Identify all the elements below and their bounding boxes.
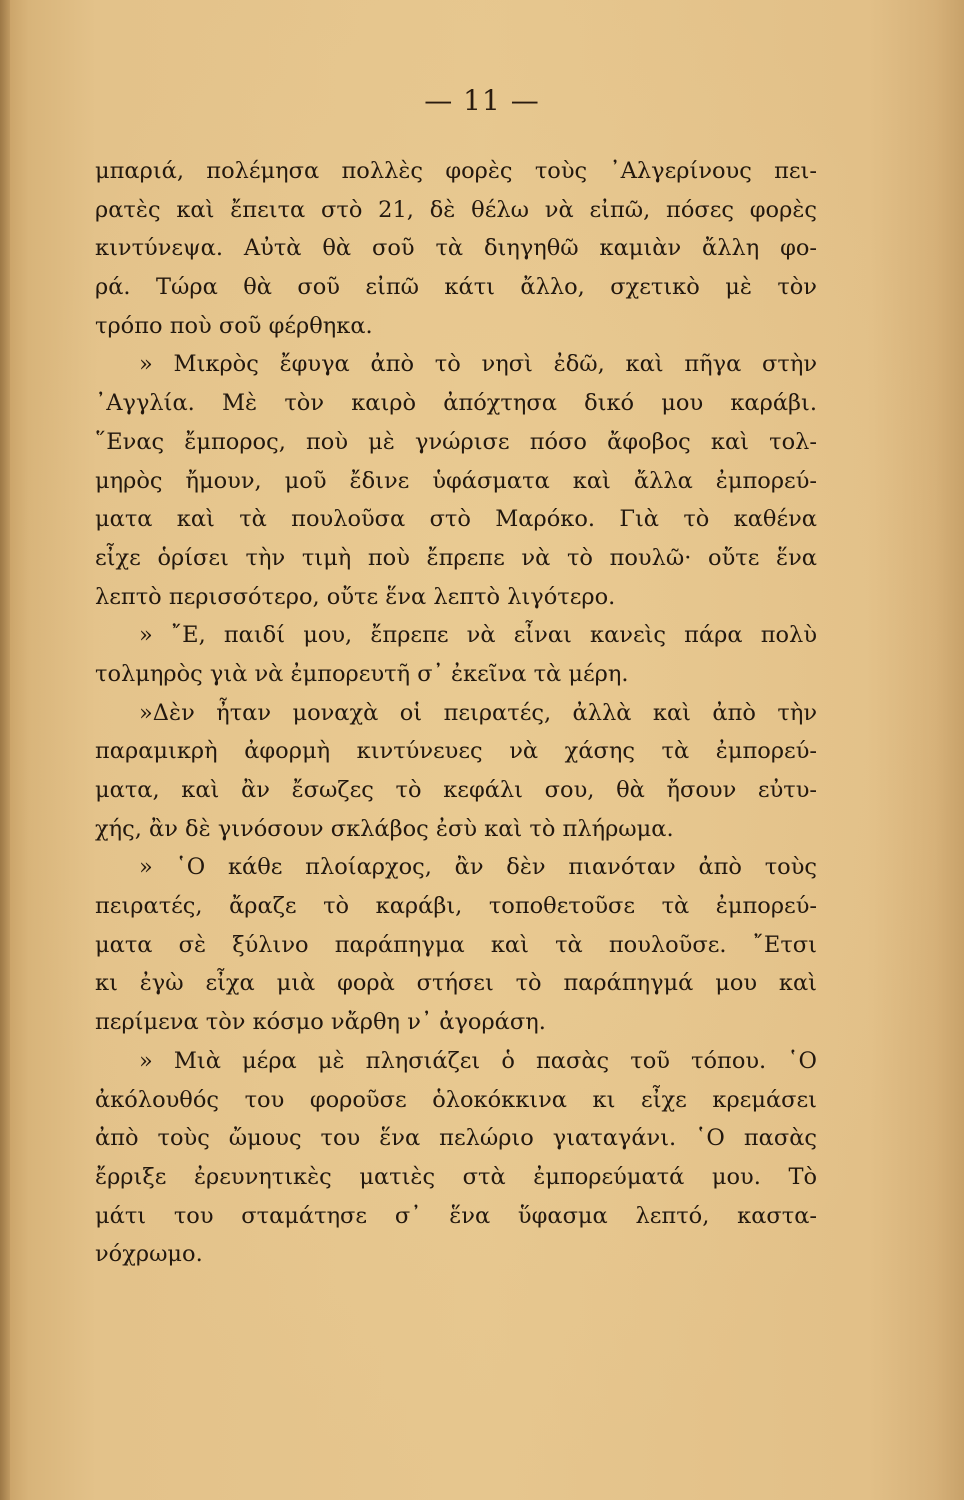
text-line: μάτι του σταμάτησε σ᾿ ἕνα ὕφασμα λεπτό, καστα- (95, 1202, 817, 1229)
text-line: ἔρριξε ἐρευνητικὲς ματιὲς στὰ ἐμπορεύματά μου. Τὸ (95, 1163, 817, 1190)
text-line: ματα σὲ ξύλινο παράπηγμα καὶ τὰ πουλοῦσε. ῎Ετσι (95, 931, 817, 958)
text-line: νόχρωμο. (95, 1241, 203, 1268)
text-line: ἀπὸ τοὺς ὤμους του ἕνα πελώριο γιαταγάνι. ῾Ο πασὰς (95, 1125, 817, 1152)
text-line: εἶχε ὁρίσει τὴν τιμὴ ποὺ ἔπρεπε νὰ τὸ πουλῶ· οὔτε ἕνα (95, 544, 817, 571)
text-line: κι ἐγὼ εἶχα μιὰ φορὰ στήσει τὸ παράπηγμά μου καὶ (95, 970, 817, 997)
text-line: ρατὲς καὶ ἔπειτα στὸ 21, δὲ θέλω νὰ εἰπῶ, πόσες φορὲς (95, 196, 817, 223)
text-line: ρά. Τώρα θὰ σοῦ εἰπῶ κάτι ἄλλο, σχετικὸ μὲ τὸν (95, 274, 817, 301)
text-line: κιντύνεψα. Αὐτὰ θὰ σοῦ τὰ διηγηθῶ καμιὰν ἄλλη φο- (95, 235, 817, 262)
text-line: ματα καὶ τὰ πουλοῦσα στὸ Μαρόκο. Γιὰ τὸ καθένα (95, 506, 817, 533)
text-line: πειρατές, ἄραζε τὸ καράβι, τοποθετοῦσε τὰ ἐμπορεύ- (95, 893, 817, 920)
text-line: τολμηρὸς γιὰ νὰ ἐμπορευτῆ σ᾿ ἐκεῖνα τὰ μέρη. (95, 660, 629, 687)
page-spine-shadow (0, 0, 10, 1500)
page-text-body (95, 152, 817, 1274)
text-line: » ῾Ο κάθε πλοίαρχος, ἂν δὲν πιανόταν ἀπὸ τοὺς (139, 854, 817, 881)
text-line: » Μικρὸς ἔφυγα ἀπὸ τὸ νησὶ ἐδῶ, καὶ πῆγα στὴν (139, 351, 817, 378)
text-line: ῞Ενας ἔμπορος, ποὺ μὲ γνώρισε πόσο ἄφοβος καὶ τολ- (95, 428, 817, 455)
text-line: ἀκόλουθός του φοροῦσε ὁλοκόκκινα κι εἶχε κρεμάσει (95, 1086, 817, 1113)
page-number: — 11 — (424, 84, 540, 117)
text-line: χής, ἂν δὲ γινόσουν σκλάβος ἐσὺ καὶ τὸ πλήρωμα. (95, 815, 674, 842)
text-line: μηρὸς ἤμουν, μοῦ ἔδινε ὑφάσματα καὶ ἄλλα ἐμπορεύ- (95, 467, 817, 494)
text-line: » ῎Ε, παιδί μου, ἔπρεπε νὰ εἶναι κανεὶς πάρα πολὺ (139, 622, 817, 649)
text-line: περίμενα τὸν κόσμο νἄρθη ν᾿ ἀγοράση. (95, 1009, 546, 1036)
text-line: ματα, καὶ ἂν ἔσωζες τὸ κεφάλι σου, θὰ ἤσουν εὐτυ- (95, 777, 817, 803)
text-line: »Δὲν ἦταν μοναχὰ οἱ πειρατές, ἀλλὰ καὶ ἀπὸ τὴν (139, 699, 817, 726)
text-line: » Μιὰ μέρα μὲ πλησιάζει ὁ πασὰς τοῦ τόπου. ῾Ο (139, 1047, 817, 1074)
text-line: παραμικρὴ ἀφορμὴ κιντύνευες νὰ χάσης τὰ ἐμπορεύ- (95, 738, 817, 765)
text-line: λεπτὸ περισσότερο, οὔτε ἕνα λεπτὸ λιγότερο. (95, 583, 616, 610)
text-line: ᾿Αγγλία. Μὲ τὸν καιρὸ ἀπόχτησα δικό μου καράβι. (95, 390, 817, 417)
text-line: τρόπο ποὺ σοῦ φέρθηκα. (95, 312, 373, 339)
text-line: μπαριά, πολέμησα πολλὲς φορὲς τοὺς ᾿Αλγερίνους πει- (95, 158, 817, 184)
